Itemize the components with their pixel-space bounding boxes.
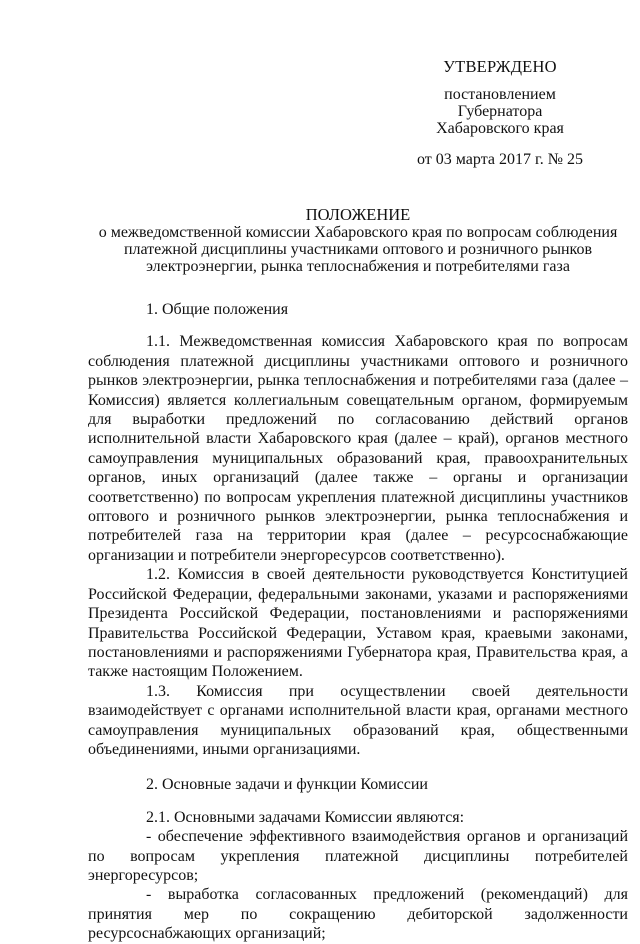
document-title: ПОЛОЖЕНИЕ: [305, 205, 411, 224]
section-heading-general: 1. Общие положения: [146, 301, 289, 318]
approval-line-resolution: постановлением: [444, 86, 556, 103]
approval-stamp: [400, 58, 600, 168]
document-subtitle-line-2: платежной дисциплины участниками оптового и розничного рынков: [123, 241, 593, 258]
list-item-bullet-2: - выработка согласованных предложений (рекомендаций) для принятия мер по сокращению дебиторской задолженности ресурсоснабжающих организаций;: [88, 886, 628, 943]
approval-line-region: Хабаровского края: [436, 120, 564, 137]
document-title-block: [88, 206, 628, 275]
paragraph-1-1: 1.1. Межведомственная комиссия Хабаровского края по вопросам соблюдения платежной дисциплины участниками оптового и розничного рынков электроэнергии, рынка теплоснабжения и потребителями газа (далее – Комиссия) является коллегиальным совещательным органом, формируемым для выработки предложений по согласованию действий органов исполнительной власти Хабаровского края (далее – край), органов местного самоуправления муниципальных образований края, правоохранительных органов, иных организаций (далее также – органы и организации соответственно) по вопросам укрепления платежной дисциплины участников оптового и розничного рынков электроэнергии, рынка теплоснабжения и потребителей газа на территории края (далее – ресурсоснабжающие организации и потребители энергоресурсов соответственно).: [88, 333, 628, 564]
approval-heading: УТВЕРЖДЕНО: [443, 57, 557, 76]
document-subtitle-line-1: о межведомственной комиссии Хабаровского края по вопросам соблюдения: [98, 224, 618, 241]
list-item-bullet-1: - обеспечение эффективного взаимодействия органов и организаций по вопросам укрепления платежной дисциплины потребителей энергоресурсов;: [88, 828, 628, 884]
section-heading-tasks: 2. Основные задачи и функции Комиссии: [146, 776, 428, 794]
approval-line-date: от 03 марта 2017 г. № 25: [417, 151, 583, 168]
paragraph-1-2: 1.2. Комиссия в своей деятельности руководствуется Конституцией Российской Федерации, федеральными законами, указами и распоряжениями Президента Российской Федерации, постановлениями и распоряжениями Правительства Российской Федерации, Уставом края, краевыми законами, постановлениями и распоряжениями Губернатора края, Правительства края, а также настоящим Положением.: [88, 566, 628, 681]
approval-line-governor: Губернатора: [457, 103, 543, 120]
paragraph-2-1: 2.1. Основными задачами Комиссии являются:: [146, 808, 465, 826]
document-subtitle-line-3: электроэнергии, рынка теплоснабжения и потребителями газа: [146, 258, 570, 275]
paragraph-1-3: 1.3. Комиссия при осуществлении своей деятельности взаимодействует с органами исполнительной власти края, органами местного самоуправления муниципальных образований края, общественными объединениями, иными организациями.: [88, 682, 628, 758]
document-body: [88, 300, 628, 944]
